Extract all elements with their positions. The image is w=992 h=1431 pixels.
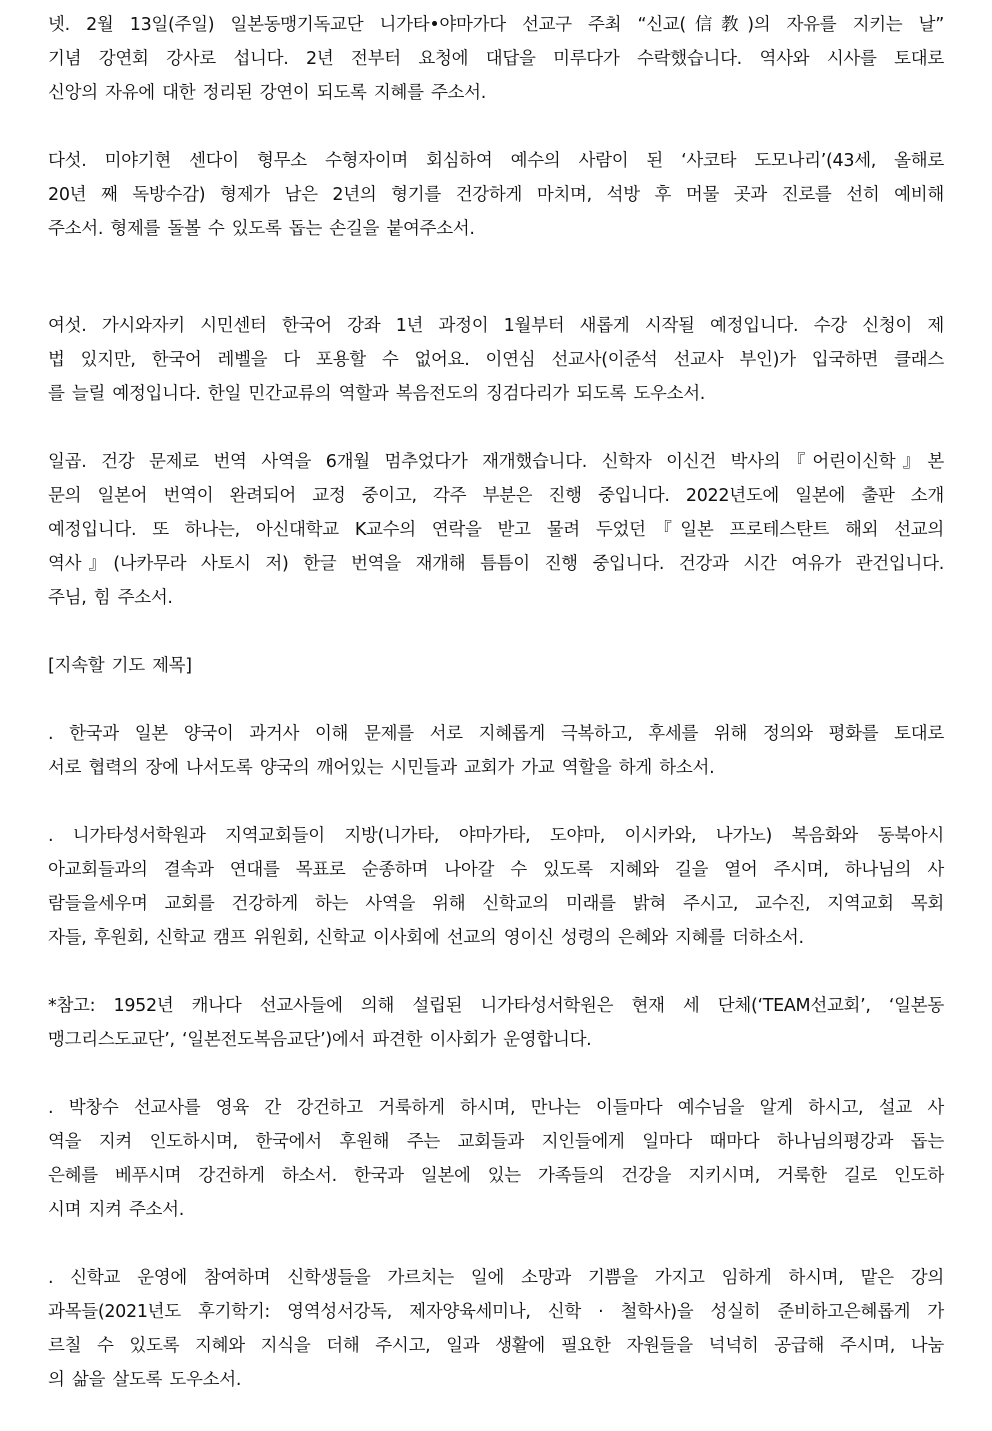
text-line: 역사』(나카무라 사토시 저) 한글 번역을 재개해 틈틈이 진행 중입니다. 건강과 시간 여유가 관건입니다. bbox=[48, 554, 944, 574]
note bbox=[48, 989, 944, 1057]
text-line: 의 삶을 살도록 도우소서. bbox=[48, 1370, 242, 1390]
text-line: *참고: 1952년 캐나다 선교사들에 의해 설립된 니가타성서학원은 현재 세 단체(‘TEAM선교회’, ‘일본동 bbox=[48, 996, 944, 1016]
text-line: 과목들(2021년도 후기학기: 영역성서강독, 제자양육세미나, 신학 · 철학사)을 성실히 준비하고은혜롭게 가 bbox=[48, 1302, 944, 1322]
text-line: 서로 협력의 장에 나서도록 양국의 깨어있는 시민들과 교회가 가교 역할을 하게 하소서. bbox=[48, 758, 715, 778]
prayer-item-5 bbox=[48, 144, 944, 246]
continuing-item-4 bbox=[48, 1261, 944, 1397]
text-line: 람들을세우며 교회를 건강하게 하는 사역을 위해 신학교의 미래를 밝혀 주시고, 교수진, 지역교회 목회 bbox=[48, 894, 944, 914]
text-line: . 박창수 선교사를 영육 간 강건하고 거룩하게 하시며, 만나는 이들마다 예수님을 알게 하시고, 설교 사 bbox=[48, 1098, 944, 1118]
text-line: 시며 지켜 주소서. bbox=[48, 1200, 185, 1220]
text-line: 일곱. 건강 문제로 번역 사역을 6개월 멈추었다가 재개했습니다. 신학자 이신건 박사의『어린이신학』본 bbox=[48, 452, 944, 472]
prayer-item-6 bbox=[48, 309, 944, 411]
text-line: 다섯. 미야기현 센다이 형무소 수형자이며 회심하여 예수의 사람이 된 ‘사코타 도모나리’(43세, 올해로 bbox=[48, 151, 944, 171]
text-line: 맹그리스도교단’, ‘일본전도복음교단’)에서 파견한 이사회가 운영합니다. bbox=[48, 1030, 592, 1050]
text-line: 20년 째 독방수감) 형제가 남은 2년의 형기를 건강하게 마치며, 석방 후 머물 곳과 진로를 선히 예비해 bbox=[48, 185, 944, 205]
text-line: . 한국과 일본 양국이 과거사 이해 문제를 서로 지혜롭게 극복하고, 후세를 위해 정의와 평화를 토대로 bbox=[48, 724, 944, 744]
prayer-item-4 bbox=[48, 8, 944, 110]
continuing-item-2 bbox=[48, 819, 944, 955]
text-line: 법 있지만, 한국어 레벨을 다 포용할 수 없어요. 이연심 선교사(이준석 선교사 부인)가 입국하면 클래스 bbox=[48, 350, 944, 370]
document-body bbox=[48, 8, 944, 1431]
text-line: 기념 강연회 강사로 섭니다. 2년 전부터 요청에 대답을 미루다가 수락했습니다. 역사와 시사를 토대로 bbox=[48, 49, 944, 69]
text-line: . 신학교 운영에 참여하며 신학생들을 가르치는 일에 소망과 기쁨을 가지고 임하게 하시며, 맡은 강의 bbox=[48, 1268, 944, 1288]
text-line: 문의 일본어 번역이 완려되어 교정 중이고, 각주 부분은 진행 중입니다. 2022년도에 일본에 출판 소개 bbox=[48, 486, 944, 506]
prayer-item-7 bbox=[48, 445, 944, 615]
section-heading bbox=[48, 649, 944, 683]
text-line: 여섯. 가시와자키 시민센터 한국어 강좌 1년 과정이 1월부터 새롭게 시작될 예정입니다. 수강 신청이 제 bbox=[48, 316, 944, 336]
text-line: 아교회들과의 결속과 연대를 목표로 순종하며 나아갈 수 있도록 지혜와 길을 열어 주시며, 하나님의 사 bbox=[48, 860, 944, 880]
text-line: 주님, 힘 주소서. bbox=[48, 588, 173, 608]
text-line: 자들, 후원회, 신학교 캠프 위원회, 신학교 이사회에 선교의 영이신 성령의 은혜와 지혜를 더하소서. bbox=[48, 928, 804, 948]
text-line: 예정입니다. 또 하나는, 아신대학교 K교수의 연락을 받고 물려 두었던『일본 프로테스탄트 해외 선교의 bbox=[48, 520, 944, 540]
text-line: 신앙의 자유에 대한 정리된 강연이 되도록 지혜를 주소서. bbox=[48, 83, 487, 103]
text-line: 은혜를 베푸시며 강건하게 하소서. 한국과 일본에 있는 가족들의 건강을 지키시며, 거룩한 길로 인도하 bbox=[48, 1166, 944, 1186]
text-line: 역을 지켜 인도하시며, 한국에서 후원해 주는 교회들과 지인들에게 일마다 때마다 하나님의평강과 돕는 bbox=[48, 1132, 944, 1152]
text-line: 를 늘릴 예정입니다. 한일 민간교류의 역할과 복음전도의 징검다리가 되도록 도우소서. bbox=[48, 384, 706, 404]
text-line: 르칠 수 있도록 지혜와 지식을 더해 주시고, 일과 생활에 필요한 자원들을 넉넉히 공급해 주시며, 나눔 bbox=[48, 1336, 944, 1356]
text-line: [지속할 기도 제목] bbox=[48, 656, 192, 676]
text-line: 주소서. 형제를 돌볼 수 있도록 돕는 손길을 붙여주소서. bbox=[48, 219, 475, 239]
continuing-item-3 bbox=[48, 1091, 944, 1227]
text-line: 넷. 2월 13일(주일) 일본동맹기독교단 니가타•야마가다 선교구 주최 “신교(信教)의 자유를 지키는 날” bbox=[48, 15, 944, 35]
continuing-item-1 bbox=[48, 717, 944, 785]
text-line: . 니가타성서학원과 지역교회들이 지방(니가타, 야마가타, 도야마, 이시카와, 나가노) 복음화와 동북아시 bbox=[48, 826, 944, 846]
